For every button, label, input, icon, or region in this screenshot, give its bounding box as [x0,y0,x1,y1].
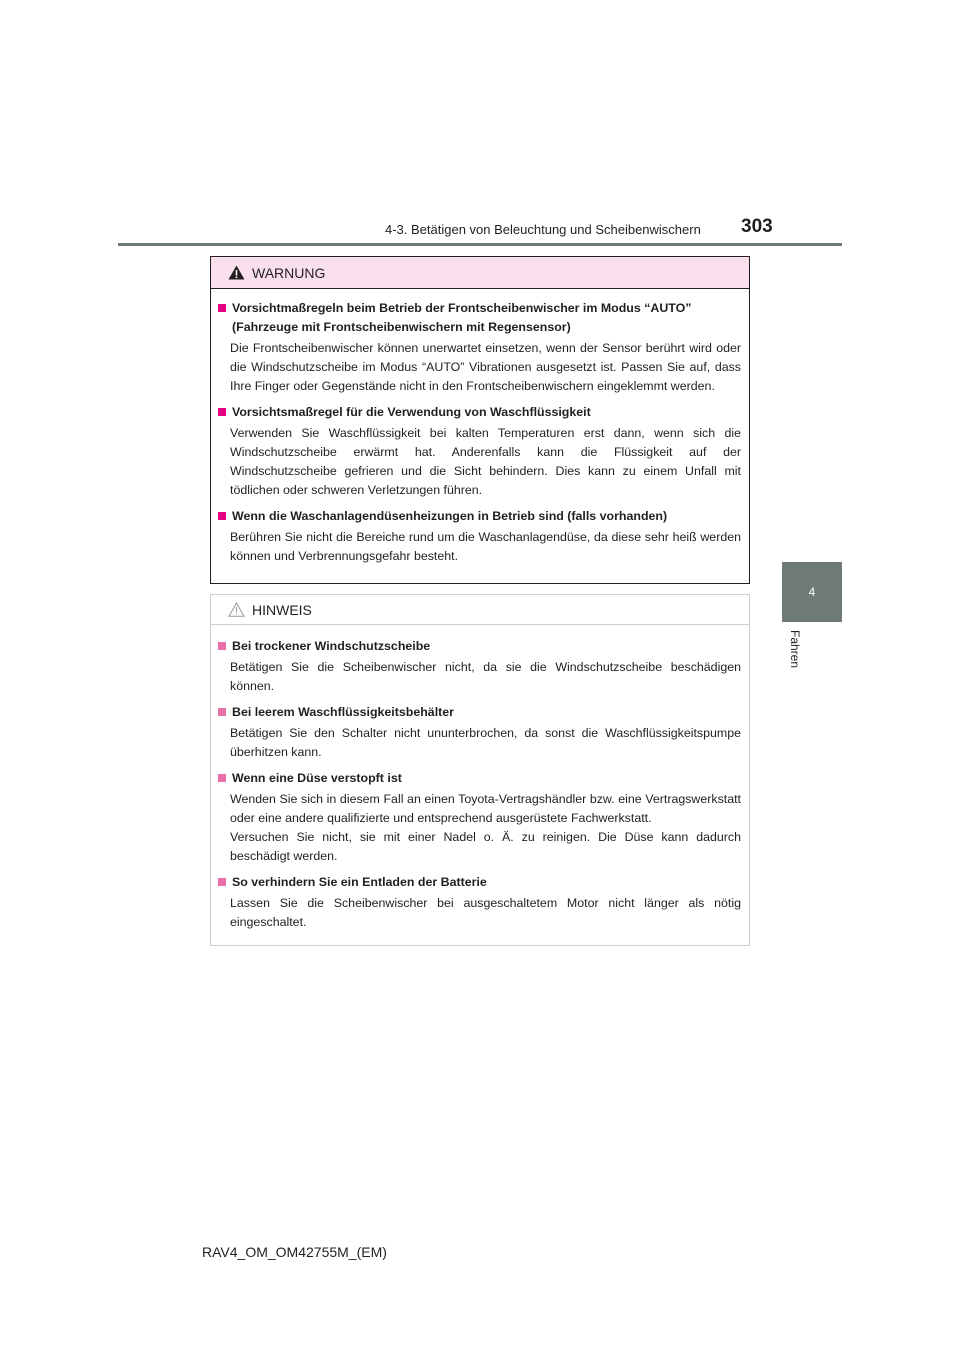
square-bullet-icon [218,512,226,520]
square-bullet-icon [218,708,226,716]
warning-box [210,256,750,584]
square-bullet-icon [218,408,226,416]
warning-item-text: Verwenden Sie Waschflüssigkeit bei kalten Temperaturen erst dann, wenn sich die Windschutzscheibe erwärmt hat. Anderenfalls kann die Flüssigkeit auf der Windschutzscheibe gefrieren und die Sicht behindern. Dies kann zu einem Unfall mit tödlichen oder schweren Verletzungen führen. [230,426,741,497]
warning-item-title: Vorsichtmaßregeln beim Betrieb der Frontscheibenwischer im Modus “AUTO” (Fahrzeuge mit Frontscheibenwischern mit Regensensor) [232,301,692,334]
notice-item-text: Lassen Sie die Scheibenwischer bei ausgeschaltetem Motor nicht länger als nötig eingeschaltet. [230,896,741,929]
notice-item-text-2: Versuchen Sie nicht, sie mit einer Nadel o. Ä. zu reinigen. Die Düse kann dadurch beschädigt werden. [230,830,741,863]
warning-item [218,507,741,566]
chapter-number: 4 [808,585,816,599]
chapter-label: Fahren [788,630,802,669]
notice-item-text: Betätigen Sie den Schalter nicht ununterbrochen, da sonst die Waschflüssigkeitspumpe überhitzen kann. [230,726,741,759]
warning-item-title: Vorsichtsmaßregel für die Verwendung von Waschflüssigkeit [232,405,591,419]
notice-body [211,625,749,932]
notice-item [218,703,741,762]
square-bullet-icon [218,642,226,650]
notice-item [218,873,741,932]
caution-triangle-icon [228,602,245,617]
notice-item-title: Wenn eine Düse verstopft ist [232,771,402,785]
notice-box [210,594,750,946]
warning-item-text: Die Frontscheibenwischer können unerwartet einsetzen, wenn der Sensor berührt wird oder die Windschutzscheibe im Modus “AUTO” Vibrationen ausgesetzt ist. Passen Sie auf, dass Ihre Finger oder Gegenstände nicht in den Frontscheibenwischern eingeklemmt werden. [230,341,741,393]
notice-item-text: Wenden Sie sich in diesem Fall an einen Toyota-Vertragshändler bzw. eine Vertragswerkstatt oder eine andere qualifizierte und entsprechend ausgerüstete Fachwerkstatt. [230,792,741,825]
square-bullet-icon [218,304,226,312]
warning-item-text: Berühren Sie nicht die Bereiche rund um die Waschanlagendüse, da diese sehr heiß werden können und Verbrennungsgefahr besteht. [230,530,741,563]
header-divider [118,243,842,246]
square-bullet-icon [218,774,226,782]
chapter-tab [782,562,842,622]
notice-item [218,769,741,866]
warning-title: WARNUNG [252,264,326,281]
warning-item [218,299,741,396]
section-title: 4-3. Betätigen von Beleuchtung und Scheibenwischern [385,222,701,237]
warning-item-title: Wenn die Waschanlagendüsenheizungen in Betrieb sind (falls vorhanden) [232,509,668,523]
notice-item-title: Bei leerem Waschflüssigkeitsbehälter [232,705,454,719]
warning-header [211,257,749,289]
warning-item [218,403,741,500]
warning-body [211,289,749,566]
notice-title: HINWEIS [252,601,312,618]
page-number: 303 [741,216,773,237]
notice-item-text: Betätigen Sie die Scheibenwischer nicht, da sie die Windschutzscheibe beschädigen können. [230,660,741,693]
notice-item [218,637,741,696]
notice-item-title: Bei trockener Windschutzscheibe [232,639,431,653]
notice-header [211,595,749,625]
document-code: RAV4_OM_OM42755M_(EM) [202,1244,387,1260]
square-bullet-icon [218,878,226,886]
notice-item-title: So verhindern Sie ein Entladen der Batterie [232,875,487,889]
warning-triangle-icon [228,265,245,280]
